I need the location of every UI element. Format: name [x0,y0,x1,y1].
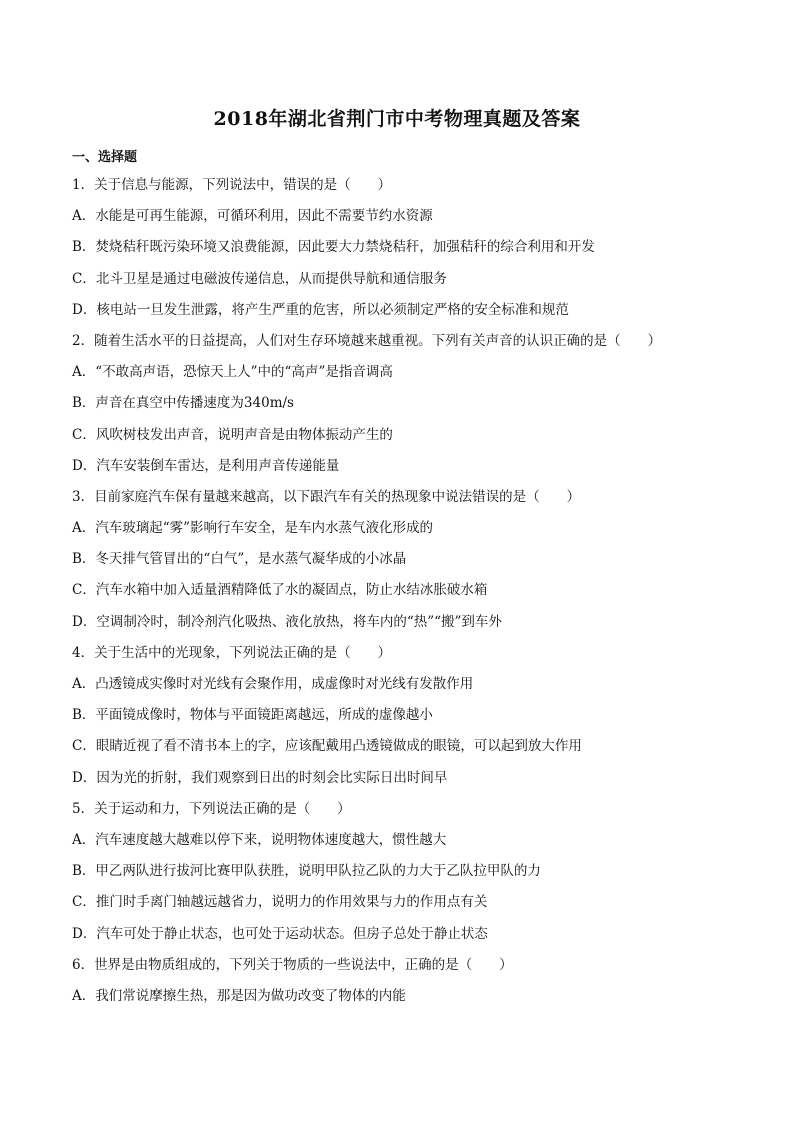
question-line: B．甲乙两队进行拔河比赛甲队获胜，说明甲队拉乙队的力大于乙队拉甲队的力 [72,863,541,880]
question-line: A．“不敢高声语，恐惊天上人”中的“高声”是指音调高 [72,364,393,381]
question-line: C．北斗卫星是通过电磁波传递信息，从而提供导航和通信服务 [72,270,447,287]
question-line: C．眼睛近视了看不清书本上的字，应该配戴用凸透镜做成的眼镜，可以起到放大作用 [72,738,582,755]
question-lines [72,177,732,1019]
question-line: 2．随着生活水平的日益提高，人们对生存环境越来越重视。下列有关声音的认识正确的是（ ） [72,332,662,349]
question-line: D．汽车可处于静止状态，也可处于运动状态。但房子总处于静止状态 [72,925,488,942]
question-line: D．因为光的折射，我们观察到日出的时刻会比实际日出时间早 [72,769,448,786]
question-line: A．我们常说摩擦生热，那是因为做功改变了物体的内能 [72,987,406,1004]
question-line: A．凸透镜成实像时对光线有会聚作用，成虚像时对光线有发散作用 [72,676,474,692]
section-heading: 一、选择题 [72,150,138,165]
question-line: 1．关于信息与能源，下列说法中，错误的是（ ） [72,177,392,193]
question-line: C．风吹树枝发出声音，说明声音是由物体振动产生的 [72,426,393,443]
question-line: B．冬天排气管冒出的“白气”，是水蒸气凝华成的小冰晶 [72,551,407,568]
question-line: D．空调制冷时，制冷剂汽化吸热、液化放热，将车内的“热”“搬”到车外 [72,613,502,630]
question-line: 4．关于生活中的光现象，下列说法正确的是（ ） [72,644,392,661]
question-line: D．核电站一旦发生泄露，将产生严重的危害，所以必须制定严格的安全标准和规范 [72,301,569,318]
question-line: B．焚烧秸秆既污染环境又浪费能源，因此要大力禁烧秸秆，加强秸秆的综合利用和开发 [72,239,595,256]
question-line: 3．目前家庭汽车保有量越来越高，以下跟汽车有关的热现象中说法错误的是（ ） [72,488,581,505]
question-line: D．汽车安装倒车雷达，是利用声音传递能量 [72,457,340,474]
question-line: A．汽车玻璃起“雾”影响行车安全，是车内水蒸气液化形成的 [72,520,434,537]
question-line: C．汽车水箱中加入适量酒精降低了水的凝固点，防止水结冰胀破水箱 [72,582,488,599]
question-line: 5．关于运动和力，下列说法正确的是（ ） [72,800,351,817]
question-line: A．汽车速度越大越难以停下来，说明物体速度越大，惯性越大 [72,831,447,848]
question-line: B．平面镜成像时，物体与平面镜距离越远，所成的虚像越小 [72,707,433,724]
document-title: 2018年湖北省荆门市中考物理真题及答案 [213,108,581,130]
question-line: B．声音在真空中传播速度为340m/s [72,395,294,412]
question-line: C．推门时手离门轴越远越省力，说明力的作用效果与力的作用点有关 [72,894,488,911]
question-line: A．水能是可再生能源，可循环利用，因此不需要节约水资源 [72,208,433,225]
question-line: 6．世界是由物质组成的，下列关于物质的一些说法中，正确的是（ ） [72,956,513,973]
